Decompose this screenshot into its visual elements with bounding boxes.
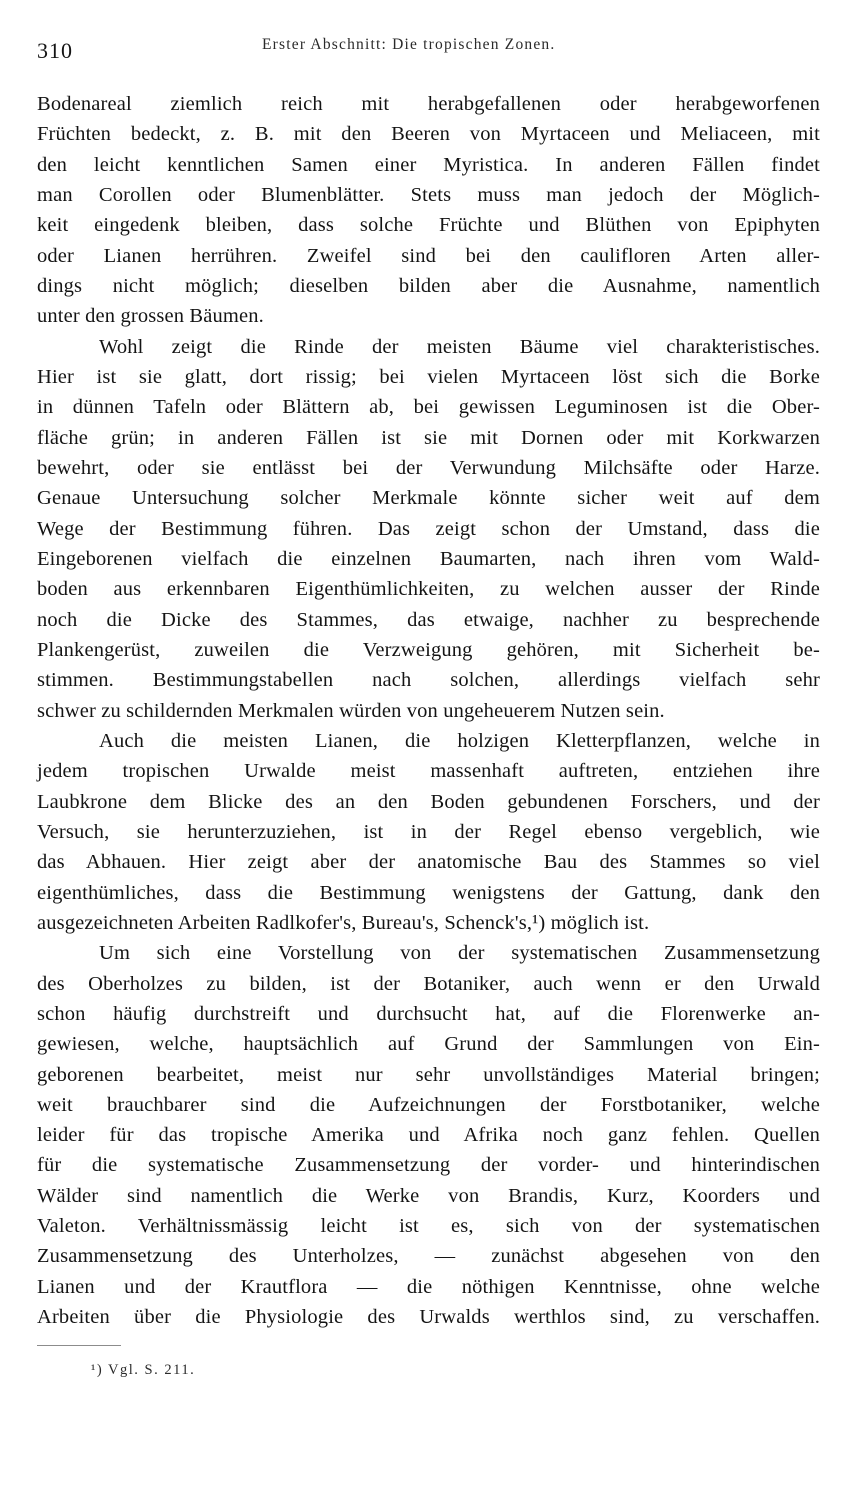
text-line: jedem tropischen Urwalde meist massenhaft auftreten, entziehen ihre: [37, 760, 820, 783]
text-line: Wälder sind namentlich die Werke von Brandis, Kurz, Koorders und: [37, 1184, 820, 1207]
text-line: in dünnen Tafeln oder Blättern ab, bei gewissen Leguminosen ist die Ober-: [37, 396, 820, 419]
text-line: schon häufig durchstreift und durchsucht hat, auf die Florenwerke an-: [37, 1002, 820, 1025]
text-line: Versuch, sie herunterzuziehen, ist in der Regel ebenso vergeblich, wie: [37, 820, 820, 843]
text-line: Plankengerüst, zuweilen die Verzweigung gehören, mit Sicherheit be-: [37, 638, 820, 661]
text-line: Genaue Untersuchung solcher Merkmale könnte sicher weit auf dem: [37, 487, 820, 510]
running-title: Erster Abschnitt: Die tropischen Zonen.: [262, 36, 556, 53]
text-line: fläche grün; in anderen Fällen ist sie mit Dornen oder mit Korkwarzen: [37, 426, 820, 449]
text-line: des Oberholzes zu bilden, ist der Botaniker, auch wenn er den Urwald: [37, 972, 820, 995]
text-line: für die systematische Zusammensetzung der vorder- und hinterindischen: [37, 1154, 820, 1177]
footnote-divider: [37, 1345, 121, 1346]
text-line: boden aus erkennbaren Eigenthümlichkeiten, zu welchen ausser der Rinde: [37, 578, 820, 601]
text-line: leider für das tropische Amerika und Afrika noch ganz fehlen. Quellen: [37, 1124, 820, 1147]
text-line: das Abhauen. Hier zeigt aber der anatomische Bau des Stammes so viel: [37, 851, 820, 874]
text-line: Valeton. Verhältnissmässig leicht ist es, sich von der systematischen: [37, 1215, 820, 1238]
text-line: gewiesen, welche, hauptsächlich auf Grund der Sammlungen von Ein-: [37, 1033, 820, 1056]
text-line: dings nicht möglich; dieselben bilden aber die Ausnahme, namentlich: [37, 274, 820, 297]
text-line: Laubkrone dem Blicke des an den Boden gebundenen Forschers, und der: [37, 790, 820, 813]
body-text: [37, 89, 820, 1332]
paragraph-end-line: schwer zu schildernden Merkmalen würden von ungeheuerem Nutzen sein.: [37, 699, 665, 722]
text-line: oder Lianen herrühren. Zweifel sind bei den caulifloren Arten aller-: [37, 244, 820, 267]
text-line: keit eingedenk bleiben, dass solche Früchte und Blüthen von Epiphyten: [37, 214, 820, 237]
paragraph-start-line: Wohl zeigt die Rinde der meisten Bäume viel charakteristisches.: [99, 335, 820, 358]
text-line: noch die Dicke des Stammes, das etwaige, nachher zu besprechende: [37, 608, 820, 631]
text-line: stimmen. Bestimmungstabellen nach solchen, allerdings vielfach sehr: [37, 669, 820, 692]
text-line: Hier ist sie glatt, dort rissig; bei vielen Myrtaceen löst sich die Borke: [37, 365, 820, 388]
page-number: 310: [37, 38, 73, 63]
paragraph-end-line: Arbeiten über die Physiologie des Urwalds werthlos sind, zu verschaffen.: [37, 1306, 820, 1329]
paragraph-end-line: unter den grossen Bäumen.: [37, 305, 264, 328]
paragraph-start-line: Um sich eine Vorstellung von der systematischen Zusammensetzung: [99, 942, 820, 965]
text-line: Früchten bedeckt, z. B. mit den Beeren von Myrtaceen und Meliaceen, mit: [37, 123, 820, 146]
text-line: Bodenareal ziemlich reich mit herabgefallenen oder herabgeworfenen: [37, 93, 820, 115]
text-line: Wege der Bestimmung führen. Das zeigt schon der Umstand, dass die: [37, 517, 820, 540]
paragraph-end-line: ausgezeichneten Arbeiten Radlkofer's, Bureau's, Schenck's,¹) möglich ist.: [37, 911, 650, 934]
text-line: Eingeborenen vielfach die einzelnen Baumarten, nach ihren vom Wald-: [37, 547, 820, 570]
text-line: Lianen und der Krautflora — die nöthigen Kenntnisse, ohne welche: [37, 1275, 820, 1298]
text-line: bewehrt, oder sie entlässt bei der Verwundung Milchsäfte oder Harze.: [37, 456, 820, 479]
text-line: den leicht kenntlichen Samen einer Myristica. In anderen Fällen findet: [37, 153, 820, 176]
footnote: ¹) Vgl. S. 211.: [91, 1362, 196, 1378]
text-line: eigenthümliches, dass die Bestimmung wenigstens der Gattung, dank den: [37, 881, 820, 904]
page-header: [37, 36, 819, 66]
text-line: geborenen bearbeitet, meist nur sehr unvollständiges Material bringen;: [37, 1063, 820, 1086]
text-line: Zusammensetzung des Unterholzes, — zunächst abgesehen von den: [37, 1245, 820, 1268]
text-line: man Corollen oder Blumenblätter. Stets muss man jedoch der Möglich-: [37, 183, 820, 206]
paragraph-start-line: Auch die meisten Lianen, die holzigen Kletterpflanzen, welche in: [99, 729, 820, 752]
text-line: weit brauchbarer sind die Aufzeichnungen der Forstbotaniker, welche: [37, 1093, 820, 1116]
